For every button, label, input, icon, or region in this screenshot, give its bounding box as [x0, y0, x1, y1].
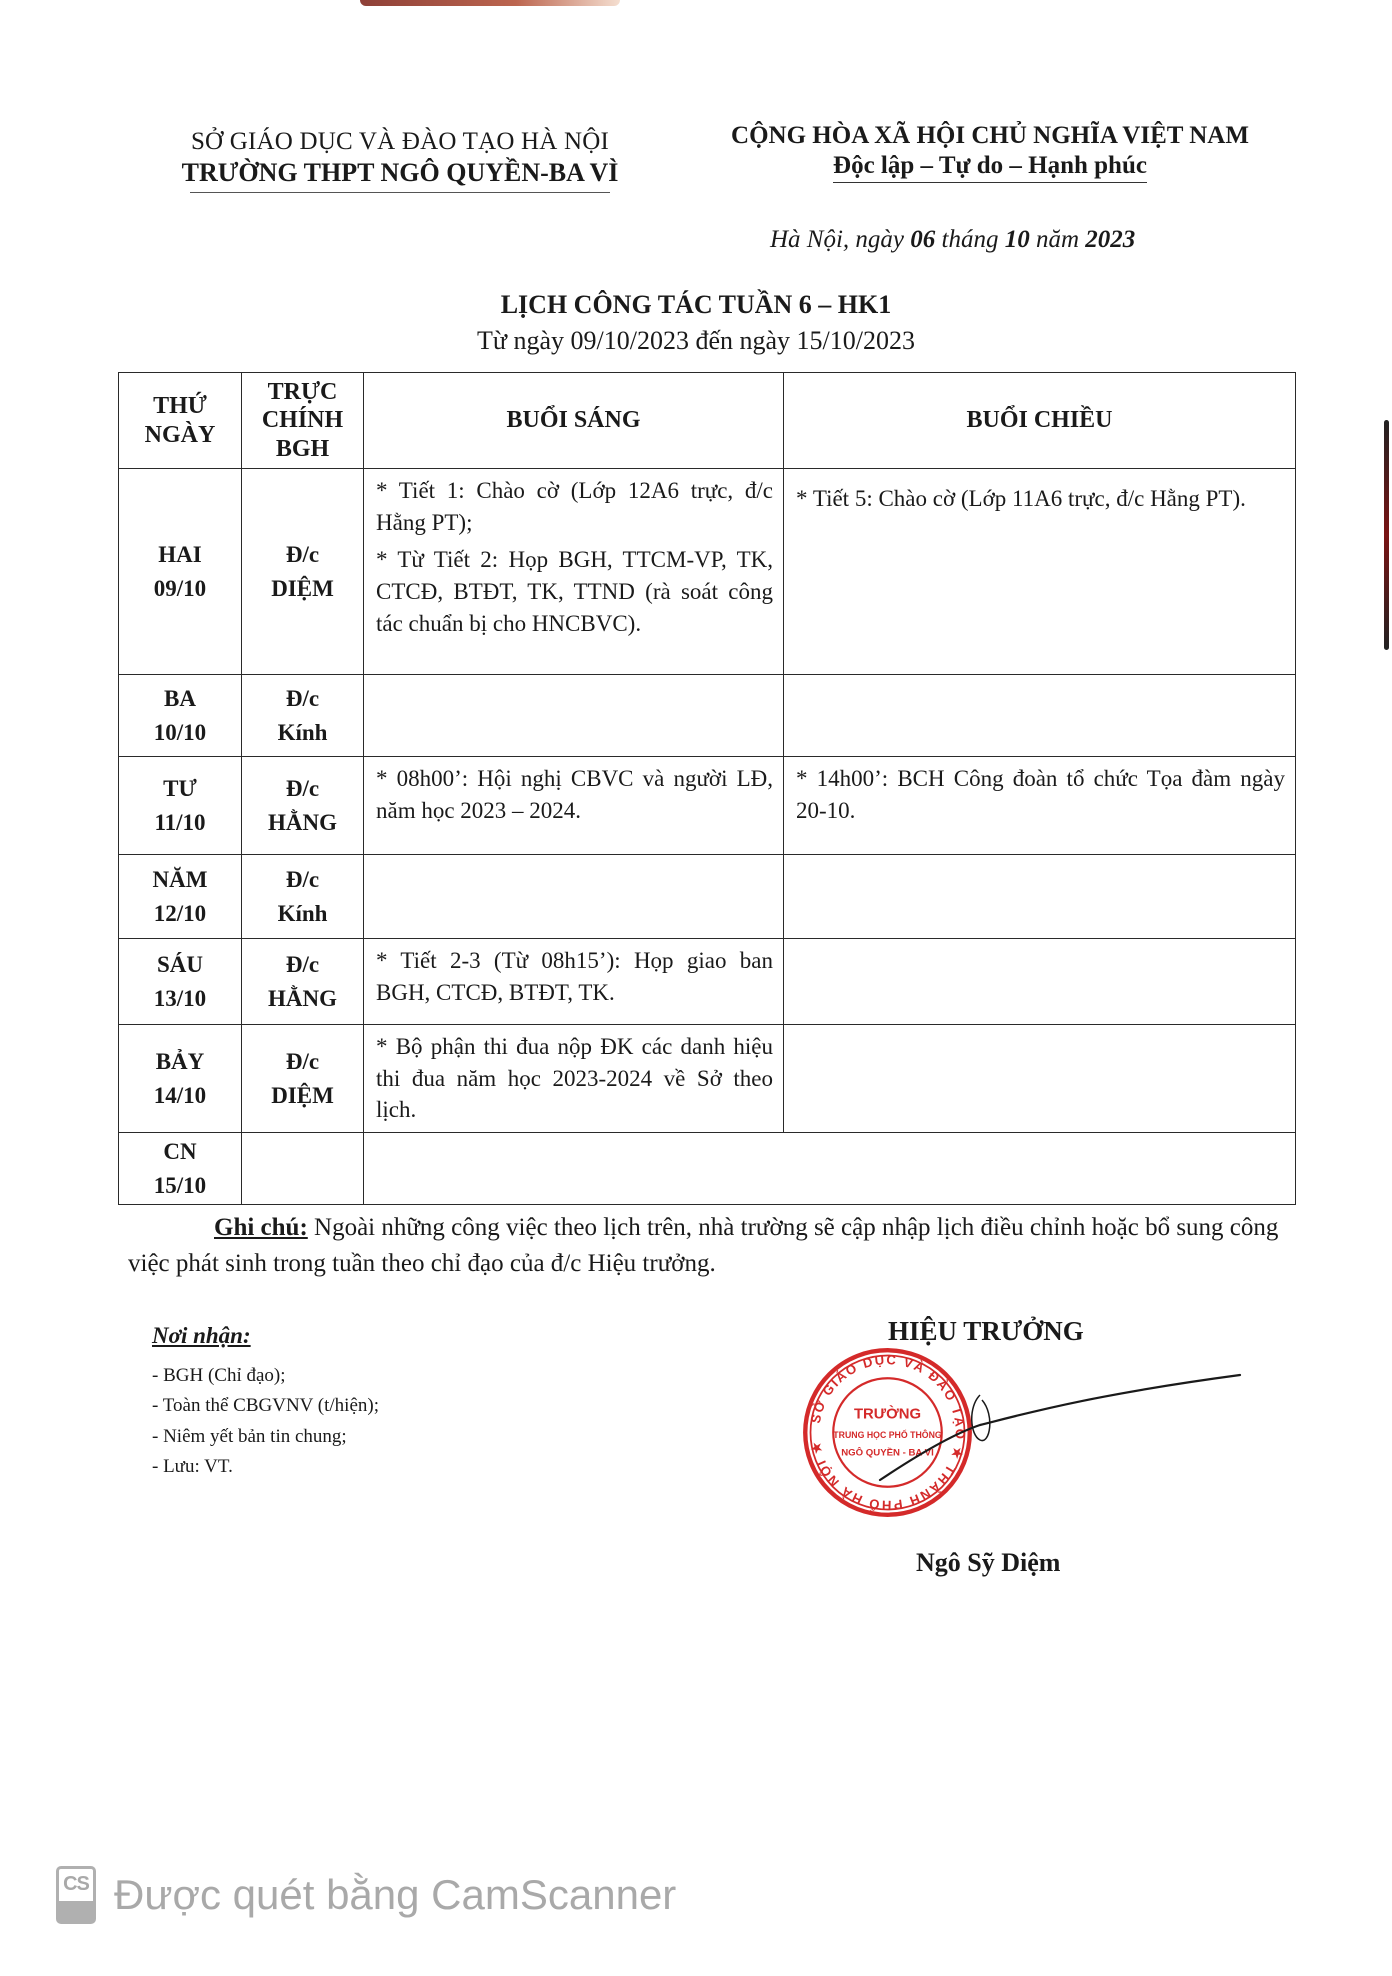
afternoon-cell: * Tiết 5: Chào cờ (Lớp 11A6 trực, đ/c Hằng PT). — [784, 469, 1296, 675]
morning-cell: * Tiết 2-3 (Từ 08h15’): Họp giao ban BGH, CTCĐ, BTĐT, TK. — [364, 939, 784, 1025]
svg-text:NGÔ QUYỀN - BA VÌ: NGÔ QUYỀN - BA VÌ — [841, 1447, 934, 1459]
header-morning: BUỔI SÁNG — [364, 373, 784, 469]
recipient-item: - Niêm yết bản tin chung; — [152, 1425, 347, 1447]
day-cell: SÁU 13/10 — [119, 939, 242, 1025]
weekly-schedule-table — [118, 372, 1296, 1205]
table-row — [119, 469, 1296, 675]
svg-text:TRƯỜNG: TRƯỜNG — [853, 1406, 922, 1423]
header-divider — [190, 192, 610, 193]
recipient-item: - Toàn thể CBGVNV (t/hiện); — [152, 1395, 379, 1417]
afternoon-cell: * 14h00’: BCH Công đoàn tổ chức Tọa đàm ngày 20-10. — [784, 757, 1296, 855]
table-row — [119, 1133, 1296, 1205]
signature-stroke-icon — [830, 1355, 1250, 1495]
morning-cell — [364, 675, 784, 757]
morning-cell: * Tiết 1: Chào cờ (Lớp 12A6 trực, đ/c Hằng PT); * Từ Tiết 2: Họp BGH, TTCM-VP, TK, CTCĐ, BTĐT, TK, TTND (rà soát công tác chuẩn bị cho HNCBVC). — [364, 469, 784, 675]
svg-text:TRUNG HỌC PHỔ THÔNG: TRUNG HỌC PHỔ THÔNG — [833, 1429, 942, 1440]
issuer-header — [120, 128, 680, 193]
duty-cell: Đ/c DIỆM — [242, 1025, 364, 1133]
country-name: CỘNG HÒA XÃ HỘI CHỦ NGHĨA VIỆT NAM — [731, 122, 1249, 149]
recipient-item: - BGH (Chỉ đạo); — [152, 1364, 286, 1386]
table-row — [119, 855, 1296, 939]
table-row — [119, 757, 1296, 855]
date-range: Từ ngày 09/10/2023 đến ngày 15/10/2023 — [477, 326, 915, 355]
camscanner-watermark — [56, 1866, 676, 1924]
day-cell: BA 10/10 — [119, 675, 242, 757]
afternoon-cell — [784, 855, 1296, 939]
note-label: Ghi chú: — [214, 1214, 308, 1241]
note-paragraph — [128, 1210, 1293, 1281]
table-header-row — [119, 373, 1296, 469]
signer-title: HIỆU TRƯỞNG — [888, 1316, 1084, 1346]
recipient-item: - Lưu: VT. — [152, 1455, 233, 1477]
duty-cell: Đ/c HẰNG — [242, 757, 364, 855]
header-day: THỨ NGÀY — [119, 373, 242, 469]
day-cell: NĂM 12/10 — [119, 855, 242, 939]
scan-edge-shadow — [1384, 420, 1389, 650]
table-row — [119, 1025, 1296, 1133]
table-row — [119, 675, 1296, 757]
document-date: Hà Nội, ngày 06 tháng 10 năm 2023 — [770, 226, 1136, 253]
note-text: Ngoài những công việc theo lịch trên, nhà trường sẽ cập nhập lịch điều chỉnh hoặc bổ sung công việc phát sinh trong tuần theo chỉ đạo của đ/c Hiệu trưởng. — [128, 1214, 1279, 1277]
recipients-block — [152, 1318, 379, 1482]
department-name: SỞ GIÁO DỤC VÀ ĐÀO TẠO HÀ NỘI — [190, 128, 610, 155]
morning-cell — [364, 855, 784, 939]
date-month: 10 — [1004, 226, 1030, 253]
day-cell: BẢY 14/10 — [119, 1025, 242, 1133]
recipients-heading: Nơi nhận: — [152, 1323, 251, 1348]
duty-cell: Đ/c Kính — [242, 675, 364, 757]
day-cell: HAI 09/10 — [119, 469, 242, 675]
watermark-text: Được quét bằng CamScanner — [114, 1871, 677, 1918]
header-duty: TRỰC CHÍNH BGH — [242, 373, 364, 469]
header-afternoon: BUỔI CHIỀU — [784, 373, 1296, 469]
school-name: TRƯỜNG THPT NGÔ QUYỀN-BA VÌ — [181, 158, 619, 187]
duty-cell: Đ/c HẰNG — [242, 939, 364, 1025]
document-title: LỊCH CÔNG TÁC TUẦN 6 – HK1 — [500, 290, 892, 319]
svg-text:SỞ GIÁO DỤC VÀ ĐÀO TẠO ★ THÀNH: SỞ GIÁO DỤC VÀ ĐÀO TẠO ★ THÀNH PHỐ HÀ NỘI ★ — [807, 1352, 968, 1513]
duty-cell — [242, 1133, 364, 1205]
morning-cell: * 08h00’: Hội nghị CBVC và người LĐ, năm học 2023 – 2024. — [364, 757, 784, 855]
camscanner-logo-icon: CS — [56, 1866, 96, 1924]
afternoon-cell — [784, 675, 1296, 757]
duty-cell: Đ/c DIỆM — [242, 469, 364, 675]
national-motto: Độc lập – Tự do – Hạnh phúc — [833, 152, 1147, 183]
duty-cell: Đ/c Kính — [242, 855, 364, 939]
sunday-merged-cell — [364, 1133, 1296, 1205]
day-cell: CN 15/10 — [119, 1133, 242, 1205]
date-day: 06 — [910, 226, 936, 253]
national-header — [690, 122, 1290, 183]
signer-name: Ngô Sỹ Diệm — [916, 1548, 1061, 1577]
afternoon-cell — [784, 1025, 1296, 1133]
morning-cell: * Bộ phận thi đua nộp ĐK các danh hiệu thi đua năm học 2023-2024 về Sở theo lịch. — [364, 1025, 784, 1133]
scan-edge-mark — [360, 0, 620, 6]
day-cell: TƯ 11/10 — [119, 757, 242, 855]
afternoon-cell — [784, 939, 1296, 1025]
date-year: 2023 — [1085, 226, 1136, 253]
table-row — [119, 939, 1296, 1025]
